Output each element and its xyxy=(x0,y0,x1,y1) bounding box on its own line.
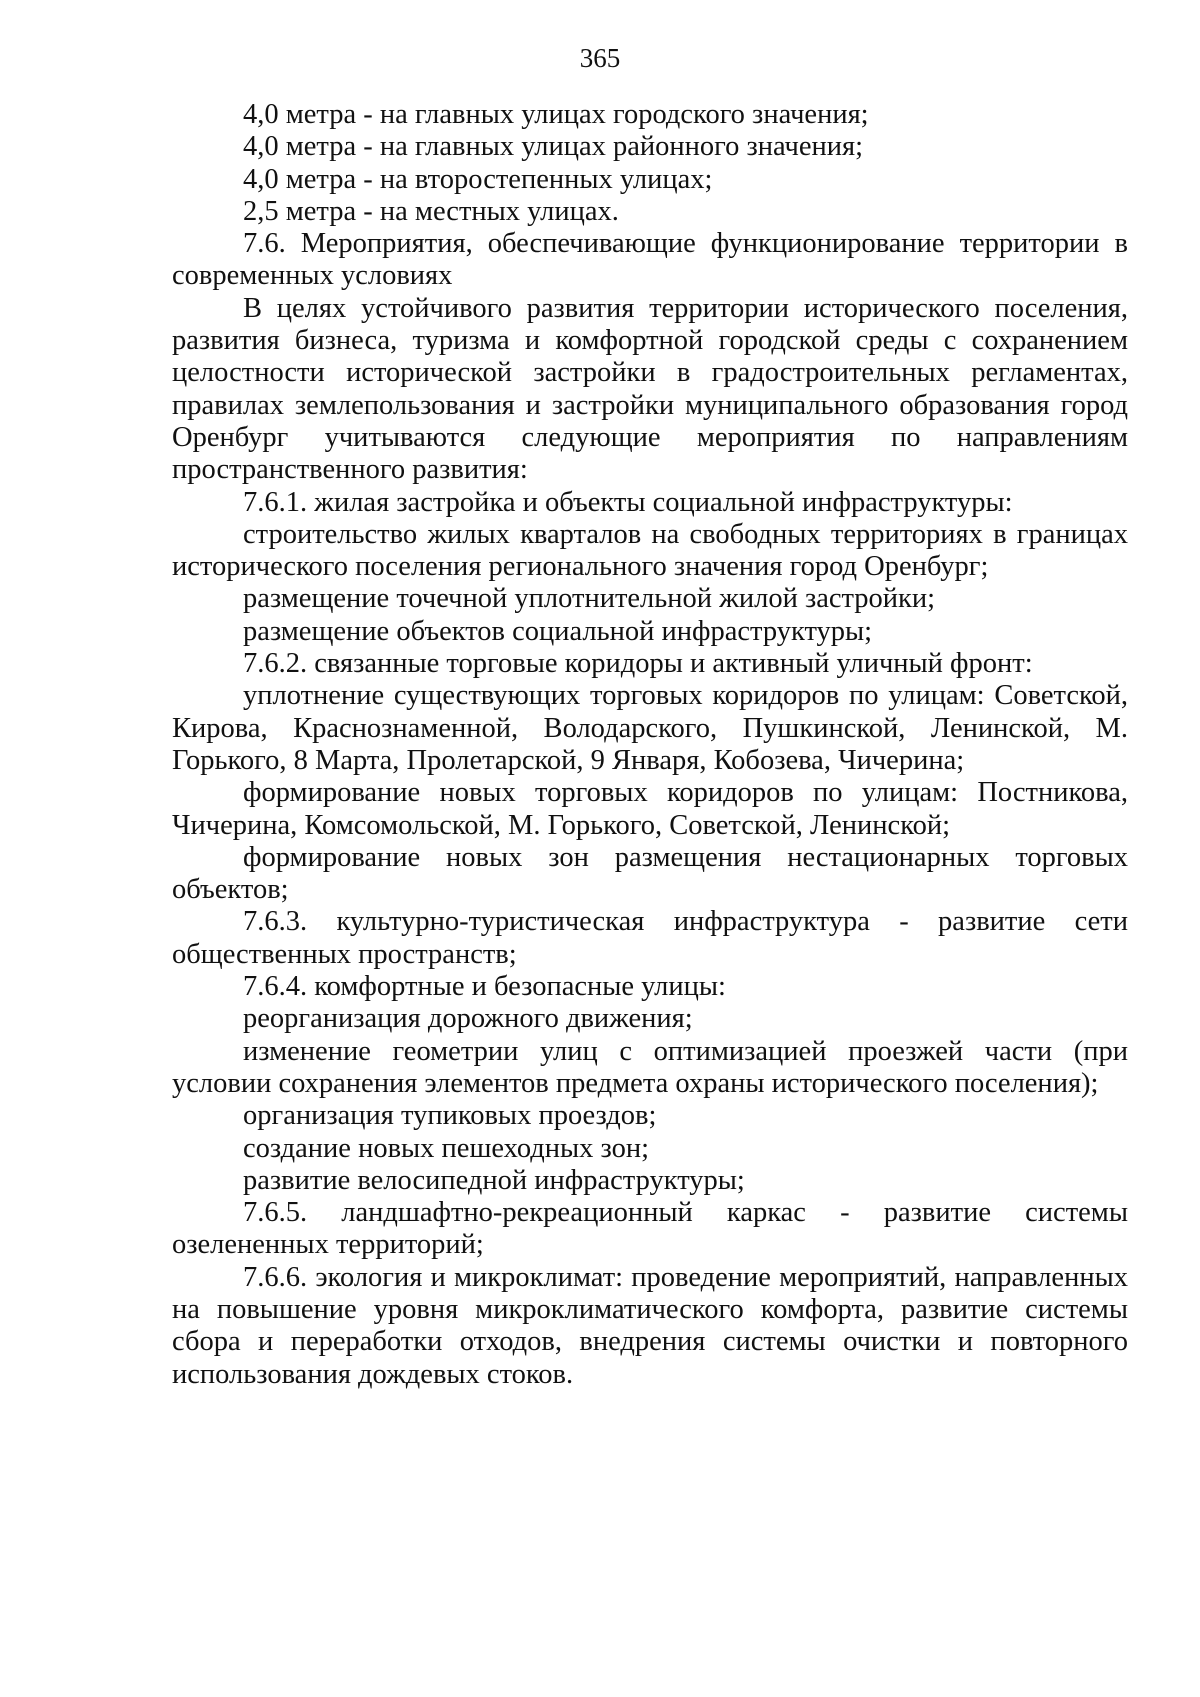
section-heading-7-6: 7.6. Мероприятия, обеспечивающие функционирование территории в современных условиях xyxy=(172,228,1128,292)
section-heading-7-6-1: 7.6.1. жилая застройка и объекты социальной инфраструктуры: xyxy=(243,486,1013,518)
list-item-new-trade-corridors: формирование новых торговых коридоров по улицам: Постникова, Чичерина, Комсомольской, М. Горького, Советской, Ленинской; xyxy=(172,777,1128,841)
list-item-social-infrastructure: размещение объектов социальной инфраструктуры; xyxy=(243,615,873,647)
list-item-infill-development: размещение точечной уплотнительной жилой застройки; xyxy=(243,583,936,615)
section-heading-7-6-3: 7.6.3. культурно-туристическая инфраструктура - развитие сети общественных пространств; xyxy=(172,906,1128,970)
list-item-dead-end-passages: организация тупиковых проездов; xyxy=(243,1100,657,1132)
list-item-existing-trade-corridors: уплотнение существующих торговых коридоров по улицам: Советской, Кирова, Краснознаменной, Володарского, Пушкинской, Ленинской, М. Горького, 8 Марта, Пролетарской, 9 Января, Кобозева, Чичерина; xyxy=(172,680,1128,776)
paragraph-sustainable-development: В целях устойчивого развития территории исторического поселения, развития бизнеса, туризма и комфортной городской среды с сохранением целостности исторической застройки в градостроительных регламентах, правилах землепользования и застройки муниципального образования город Оренбург учитываются следующие мероприятия по направлениям пространственного развития: xyxy=(172,292,1128,486)
paragraph-main-streets-city: 4,0 метра - на главных улицах городского значения; xyxy=(243,99,869,130)
section-heading-7-6-4: 7.6.4. комфортные и безопасные улицы: xyxy=(243,971,726,1003)
list-item-residential-quarters: строительство жилых кварталов на свободных территориях в границах исторического поселения регионального значения город Оренбург; xyxy=(172,518,1128,583)
list-item-traffic-reorganization: реорганизация дорожного движения; xyxy=(243,1003,693,1035)
list-item-non-stationary-trade: формирование новых зон размещения нестационарных торговых объектов; xyxy=(172,841,1128,906)
list-item-street-geometry: изменение геометрии улиц с оптимизацией проезжей части (при условии сохранения элементов предмета охраны исторического поселения); xyxy=(172,1035,1128,1099)
list-item-bicycle-infrastructure: развитие велосипедной инфраструктуры; xyxy=(243,1164,745,1196)
section-heading-7-6-2: 7.6.2. связанные торговые коридоры и активный уличный фронт: xyxy=(243,648,1033,680)
list-item-pedestrian-zones: создание новых пешеходных зон; xyxy=(243,1132,650,1164)
section-heading-7-6-6: 7.6.6. экология и микроклимат: проведение мероприятий, направленных на повышение уровня микроклиматического комфорта, развитие системы сбора и переработки отходов, внедрения системы очистки и повторного использования дождевых стоков. xyxy=(172,1261,1128,1390)
paragraph-main-streets-district: 4,0 метра - на главных улицах районного значения; xyxy=(243,131,864,163)
page-number: 365 xyxy=(579,43,621,73)
document-body xyxy=(172,99,1128,1391)
paragraph-local-streets: 2,5 метра - на местных улицах. xyxy=(243,195,619,227)
paragraph-secondary-streets: 4,0 метра - на второстепенных улицах; xyxy=(243,163,713,195)
section-heading-7-6-5: 7.6.5. ландшафтно-рекреационный каркас - развитие системы озелененных территорий; xyxy=(172,1197,1128,1261)
